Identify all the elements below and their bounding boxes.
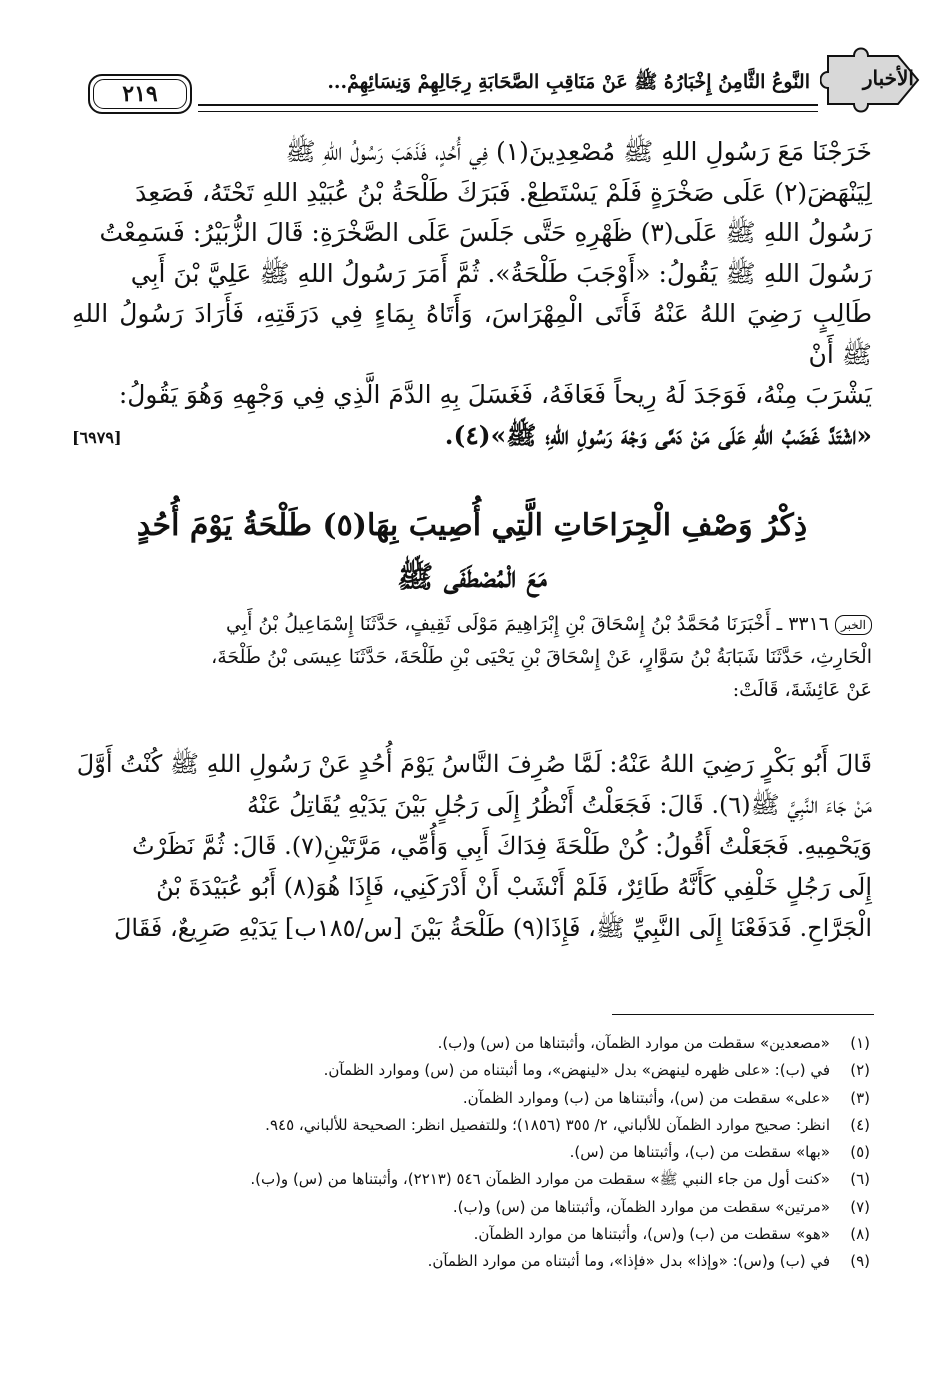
running-title: النَّوعُ الثَّامِنُ إِخْبَارُهُ ﷺ عَنْ مَنَاقِبِ الصَّحَابَةِ رِجَالِهِمْ وَنِسَائِهِمْ... — [327, 71, 810, 93]
page-number-box — [88, 74, 192, 114]
footnote — [80, 1112, 870, 1139]
footnote — [80, 1085, 870, 1112]
footnote — [80, 1030, 870, 1057]
footnote-text: «مرتين» سقطت من موارد الظمآن، وأثبتناها من (س) و(ب). — [452, 1197, 830, 1216]
footnote-number: (١) — [850, 1034, 870, 1052]
footnote — [80, 1139, 870, 1166]
footnote-text: «على» سقطت من (س)، وأثبتناها من (ب) وموارد الظمآن. — [462, 1088, 830, 1107]
khabar-badge-icon: الخبر — [835, 615, 872, 635]
section-heading-line: ذِكْرُ وَصْفِ الْجِرَاحَاتِ الَّتِي أُصِيبَ بِهَا(٥) طَلْحَةُ يَوْمَ أُحُدٍ — [136, 508, 808, 543]
text-line: عَنْ عَائِشَةَ، قَالَتْ: — [732, 679, 872, 701]
text-line: يَشْرَبَ مِنْهُ، فَوَجَدَ لَهُ رِيحاً فَعَافَهُ، فَغَسَلَ بِهِ الدَّمَ الَّذِي فِي وَجْهِهِ وَهُوَ يَقُولُ: — [118, 380, 872, 409]
footnote-text: في (ب): «على ظهره لينهض» بدل «لينهض»، وما أثبتناه من (س) وموارد الظمآن. — [323, 1061, 830, 1080]
text-line: لِيَنْهَضَ(٢) عَلَى صَخْرَةٍ فَلَمْ يَسْتَطِعْ. فَبَرَكَ طَلْحَةُ بْنُ عُبَيْدِ اللهِ تَحْتَهُ، فَصَعِدَ — [135, 177, 872, 207]
text-line: الْجَرَّاحِ. فَدَفَعْنَا إِلَى النَّبِيِّ ﷺ، فَإِذَا(٩) طَلْحَةُ بَيْنَ [س/١٨٥ب] يَدَيْهِ صَرِيعٌ، فَقَالَ — [113, 914, 872, 942]
footnote — [80, 1194, 870, 1221]
text-line: طَالِبٍ رَضِيَ اللهُ عَنْهُ فَأَتَى الْمِهْرَاسَ، وَأَتَاهُ بِمَاءٍ فِي دَرَقَتِهِ، فَأَرَادَ رَسُولُ اللهِ ﷺ أَنْ — [72, 299, 872, 369]
corner-section-label: الأخبار — [862, 66, 914, 90]
footnote-number: (٩) — [850, 1252, 870, 1271]
text-line: قَالَ أَبُو بَكْرٍ رَضِيَ اللهُ عَنْهُ: لَمَّا صُرِفَ النَّاسُ يَوْمَ أُحُدٍ عَنْ رَسُولِ اللهِ ﷺ كُنْتُ أَوَّلَ — [76, 750, 872, 778]
isnad-chain — [72, 608, 872, 707]
text-line: رَسُولُ اللهِ ﷺ عَلَى(٣) ظَهْرِهِ حَتَّى جَلَسَ عَلَى الصَّخْرَةِ: قَالَ الزُّبَيْرُ: فَسَمِعْتُ — [99, 218, 872, 247]
section-heading-line: مَعَ الْمُصْطَفَى ﷺ — [397, 560, 547, 595]
footnote — [80, 1057, 870, 1084]
text-line: «اشْتَدَّ غَضَبُ اللهِ عَلَى مَنْ دَمَّى وَجْهَ رَسُولِ اللهِ؛ ﷺ»(٤). — [444, 420, 872, 450]
hadith-text — [72, 132, 872, 456]
text-line: إِلَى رَجُلٍ خَلْفِي كَأَنَّهُ طَائِرٌ، فَلَمْ أَنْشَبْ أَنْ أَدْرَكَنِي، فَإِذَا هُوَ(٨) أَبُو عُبَيْدَةَ بْنُ — [156, 873, 872, 901]
narration-text — [72, 744, 872, 949]
footnote-text: «بها» سقطت من (ب)، وأثبتناها من (س). — [569, 1143, 830, 1162]
section-heading — [72, 500, 872, 604]
footnote-divider — [612, 1014, 874, 1015]
footnote-number: (٨) — [850, 1225, 870, 1244]
footnote-number: (٥) — [850, 1143, 870, 1162]
footnote-number: (٢) — [850, 1061, 870, 1080]
text-line: رَسُولَ اللهِ ﷺ يَقُولُ: «أَوْجَبَ طَلْحَةُ». ثُمَّ أَمَرَ رَسُولُ اللهِ ﷺ عَلِيَّ بْنَ أَبِي — [130, 258, 872, 288]
footnote — [80, 1248, 870, 1275]
page-number: ٢١٩ — [122, 81, 158, 107]
footnote-number: (٣) — [850, 1088, 870, 1107]
footnote-number: (٧) — [850, 1197, 870, 1216]
footnote — [80, 1221, 870, 1248]
footnote-text: انظر: صحيح موارد الظمآن للألباني، ٢/ ٣٥٥ (١٨٥٦)؛ وللتفصيل انظر: الصحيحة للألباني، ٩٤٥. — [265, 1115, 830, 1134]
text-line: وَيَحْمِيهِ. فَجَعَلْتُ أَقُولُ: كُنْ طَلْحَةَ فِدَاكَ أَبِي وَأُمِّي، مَرَّتَيْنِ(٧). قَالَ: ثُمَّ نَظَرْتُ — [132, 832, 872, 860]
hadith-reference-number: [٦٩٧٩] — [72, 428, 122, 447]
footnote-text: «هو» سقطت من (ب) و(س)، وأثبتناها من موارد الظمآن. — [473, 1225, 830, 1244]
header-rule — [198, 104, 818, 112]
footnote-text: «كنت أول من جاء النبي ﷺ» سقطت من موارد الظمآن ٥٤٦ (٢٢١٣)، وأثبتناها من (س) و(ب). — [250, 1170, 830, 1189]
footnote-text: في (ب) و(س): «وإذا» بدل «فإذا»، وما أثبتناه من موارد الظمآن. — [427, 1252, 830, 1271]
footnotes — [80, 1030, 870, 1276]
page-header — [88, 44, 928, 132]
text-line: الْحَارِثِ، حَدَّثَنَا شَبَابَةُ بْنُ سَوَّارٍ، عَنْ إِسْحَاقَ بْنِ يَحْيَى بْنِ طَلْحَةَ، حَدَّثَنَا عِيسَى بْنُ طَلْحَةَ، — [211, 646, 872, 668]
footnote — [80, 1166, 870, 1193]
text-line: مَنْ جَاءَ النَّبِيَّ ﷺ(٦). قَالَ: فَجَعَلْتُ أَنْظُرُ إِلَى رَجُلٍ بَيْنَ يَدَيْهِ يُقَاتِلُ عَنْهُ — [247, 791, 872, 819]
footnote-text: «مصعدين» سقطت من موارد الظمآن، وأثبتناها من (س) و(ب). — [437, 1034, 830, 1052]
text-line: خَرَجْنَا مَعَ رَسُولِ اللهِ ﷺ مُصْعِدِينَ(١) فِي أُحُدٍ، فَذَهَبَ رَسُولُ اللهِ ﷺ — [285, 137, 872, 166]
footnote-number: (٦) — [850, 1170, 870, 1189]
text-line: ٣٣١٦ ـ أَخْبَرَنَا مُحَمَّدُ بْنُ إِسْحَاقَ بْنِ إِبْرَاهِيمَ مَوْلَى ثَقِيفٍ، حَدَّثَنَا إِسْمَاعِيلُ بْنُ أَبِي — [225, 613, 830, 635]
footnote-number: (٤) — [850, 1115, 870, 1134]
